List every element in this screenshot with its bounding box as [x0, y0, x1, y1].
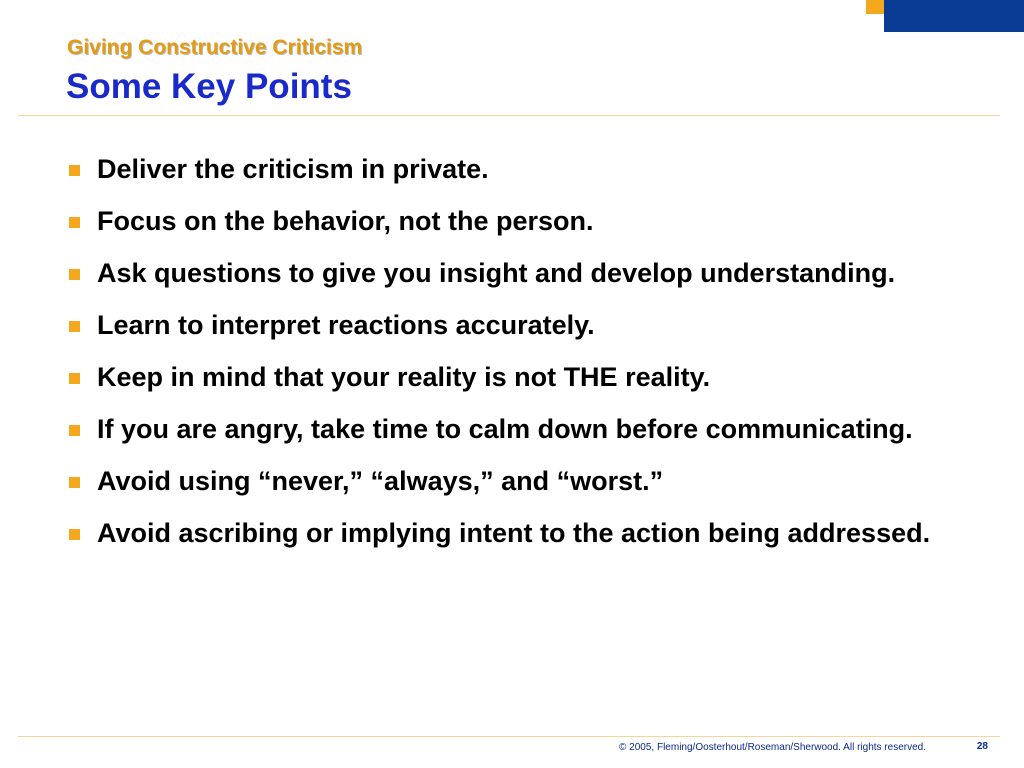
bullet-text: Keep in mind that your reality is not THE reality. — [97, 362, 711, 392]
bullet-item — [66, 358, 966, 396]
bullet-square-icon — [69, 321, 80, 332]
bullet-item — [66, 254, 966, 292]
bullet-square-icon — [69, 477, 80, 488]
bullet-text: Avoid ascribing or implying intent to the action being addressed. — [97, 518, 931, 548]
bullet-text: Learn to interpret reactions accurately. — [97, 310, 595, 340]
footer-divider — [18, 736, 1000, 737]
bullet-text: Focus on the behavior, not the person. — [97, 206, 594, 236]
page-number: 28 — [976, 741, 988, 752]
bullet-item — [66, 202, 966, 240]
corner-accent-blue — [884, 0, 1024, 32]
slide-title: Some Key Points — [66, 67, 352, 106]
bullet-text: Avoid using “never,” “always,” and “worst.” — [97, 466, 664, 496]
bullet-item — [66, 410, 966, 448]
bullet-item — [66, 306, 966, 344]
bullet-item — [66, 462, 966, 500]
corner-accent-orange — [866, 0, 884, 14]
bullet-square-icon — [69, 217, 80, 228]
bullet-item — [66, 514, 966, 552]
header-divider — [18, 115, 1000, 116]
bullet-square-icon — [69, 269, 80, 280]
bullet-text: Deliver the criticism in private. — [97, 154, 489, 184]
copyright-notice: © 2005, Fleming/Oosterhout/Roseman/Sherwood. All rights reserved. — [619, 742, 926, 753]
bullet-square-icon — [69, 425, 80, 436]
bullet-square-icon — [69, 529, 80, 540]
bullet-item — [66, 150, 966, 188]
bullet-text: Ask questions to give you insight and develop understanding. — [97, 258, 896, 288]
slide-subtitle: Giving Constructive Criticism — [67, 36, 363, 59]
bullet-square-icon — [69, 165, 80, 176]
bullet-text: If you are angry, take time to calm down before communicating. — [97, 414, 913, 444]
bullet-list — [66, 150, 966, 566]
bullet-square-icon — [69, 373, 80, 384]
